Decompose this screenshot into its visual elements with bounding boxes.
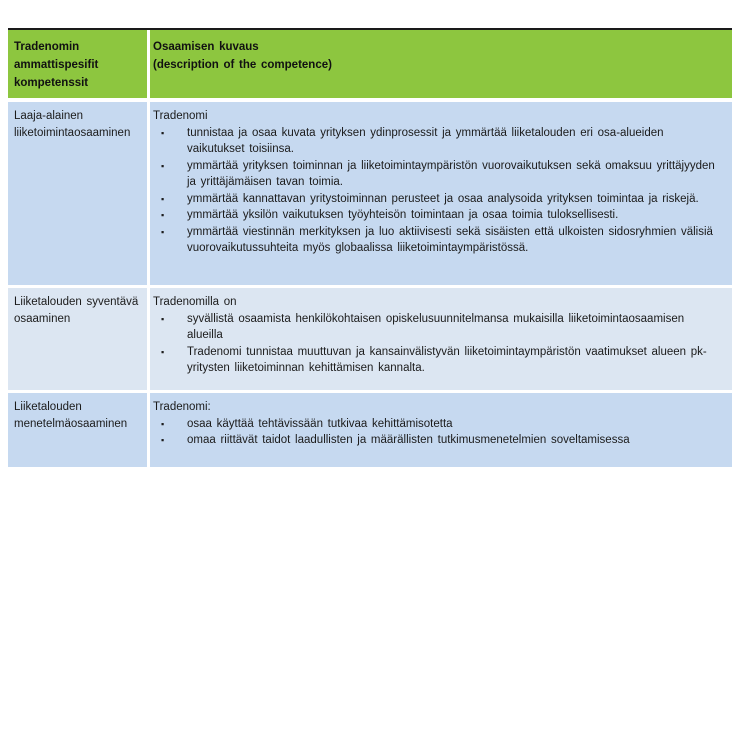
bullet-text: ymmärtää viestinnän merkityksen ja luo aktiivisesti sekä sisäisten että ulkoisten sidosryhmien välisiä vuorovaikutussuhteita myös globaalissa liiketoimintaympäristössä. (187, 225, 713, 254)
row-intro: Tradenomi (153, 110, 208, 122)
bullet-item (153, 158, 720, 191)
description-cell (150, 102, 732, 285)
row-intro: Tradenomilla on (153, 296, 237, 308)
bullet-square-icon: ▪ (161, 435, 165, 445)
bullet-square-icon: ▪ (161, 127, 165, 138)
bullet-item (153, 224, 720, 257)
header-cell-competences: Tradenomin ammattispesifit kompetenssit (8, 30, 147, 98)
header-description-line2: (description of the competence) (153, 59, 332, 71)
bullet-square-icon: ▪ (161, 160, 165, 171)
bullet-list (153, 416, 720, 449)
bullet-list (153, 125, 720, 257)
bullet-item (153, 191, 720, 208)
bullet-item (153, 344, 720, 377)
bullet-square-icon: ▪ (161, 193, 165, 204)
bullet-square-icon: ▪ (161, 418, 165, 429)
table-row (8, 102, 732, 285)
bullet-text: tunnistaa ja osaa kuvata yrityksen ydinprosessit ja ymmärtää liiketalouden eri osa-alueiden vaikutukset toisiinsa. (187, 126, 664, 155)
header-cell-description (150, 30, 732, 98)
bullet-text: ymmärtää yksilön vaikutuksen työyhteisön toimintaan ja osaa toimia tuloksellisesti. (187, 209, 619, 221)
bullet-item (153, 416, 720, 433)
bullet-list (153, 311, 720, 377)
bullet-item (153, 432, 720, 449)
bullet-text: Tradenomi tunnistaa muuttuvan ja kansainvälistyvän liiketoimintaympäristön vaatimukset alueen pk-yritysten liiketoiminnan kehittämisen kannalta. (187, 345, 707, 374)
competence-cell: Liiketalouden menetelmäosaaminen (8, 393, 147, 467)
competence-table (8, 28, 732, 470)
bullet-square-icon: ▪ (161, 226, 165, 237)
description-cell (150, 393, 732, 467)
table-row (8, 393, 732, 467)
description-cell (150, 288, 732, 390)
bullet-square-icon: ▪ (161, 313, 165, 324)
bullet-square-icon: ▪ (161, 210, 165, 220)
competence-cell: Laaja-alainen liiketoimintaosaaminen (8, 102, 147, 285)
bullet-text: ymmärtää kannattavan yritystoiminnan perusteet ja osaa analysoida yrityksen toimintaa ja riskejä. (187, 192, 699, 205)
table-row (8, 288, 732, 390)
competence-cell: Liiketalouden syventävä osaaminen (8, 288, 147, 390)
bullet-square-icon: ▪ (161, 346, 165, 357)
bullet-text: osaa käyttää tehtävissään tutkivaa kehittämisotetta (187, 417, 453, 430)
bullet-text: syvällistä osaamista henkilökohtaisen opiskelusuunnitelmansa mukaisilla liiketoimintaosaamisen alueilla (187, 312, 685, 341)
bullet-text: omaa riittävät taidot laadullisten ja määrällisten tutkimusmenetelmien soveltamisessa (187, 434, 630, 446)
bullet-item (153, 125, 720, 158)
bullet-item (153, 311, 720, 344)
bullet-item (153, 207, 720, 224)
row-intro: Tradenomi: (153, 401, 211, 413)
bullet-text: ymmärtää yrityksen toiminnan ja liiketoimintaympäristön vuorovaikutuksen sekä omaksuu yrittäjyyden ja yrittäjämäisen tavan toimia. (187, 159, 715, 188)
header-description-line1: Osaamisen kuvaus (153, 41, 259, 53)
table-header-row (8, 30, 732, 98)
